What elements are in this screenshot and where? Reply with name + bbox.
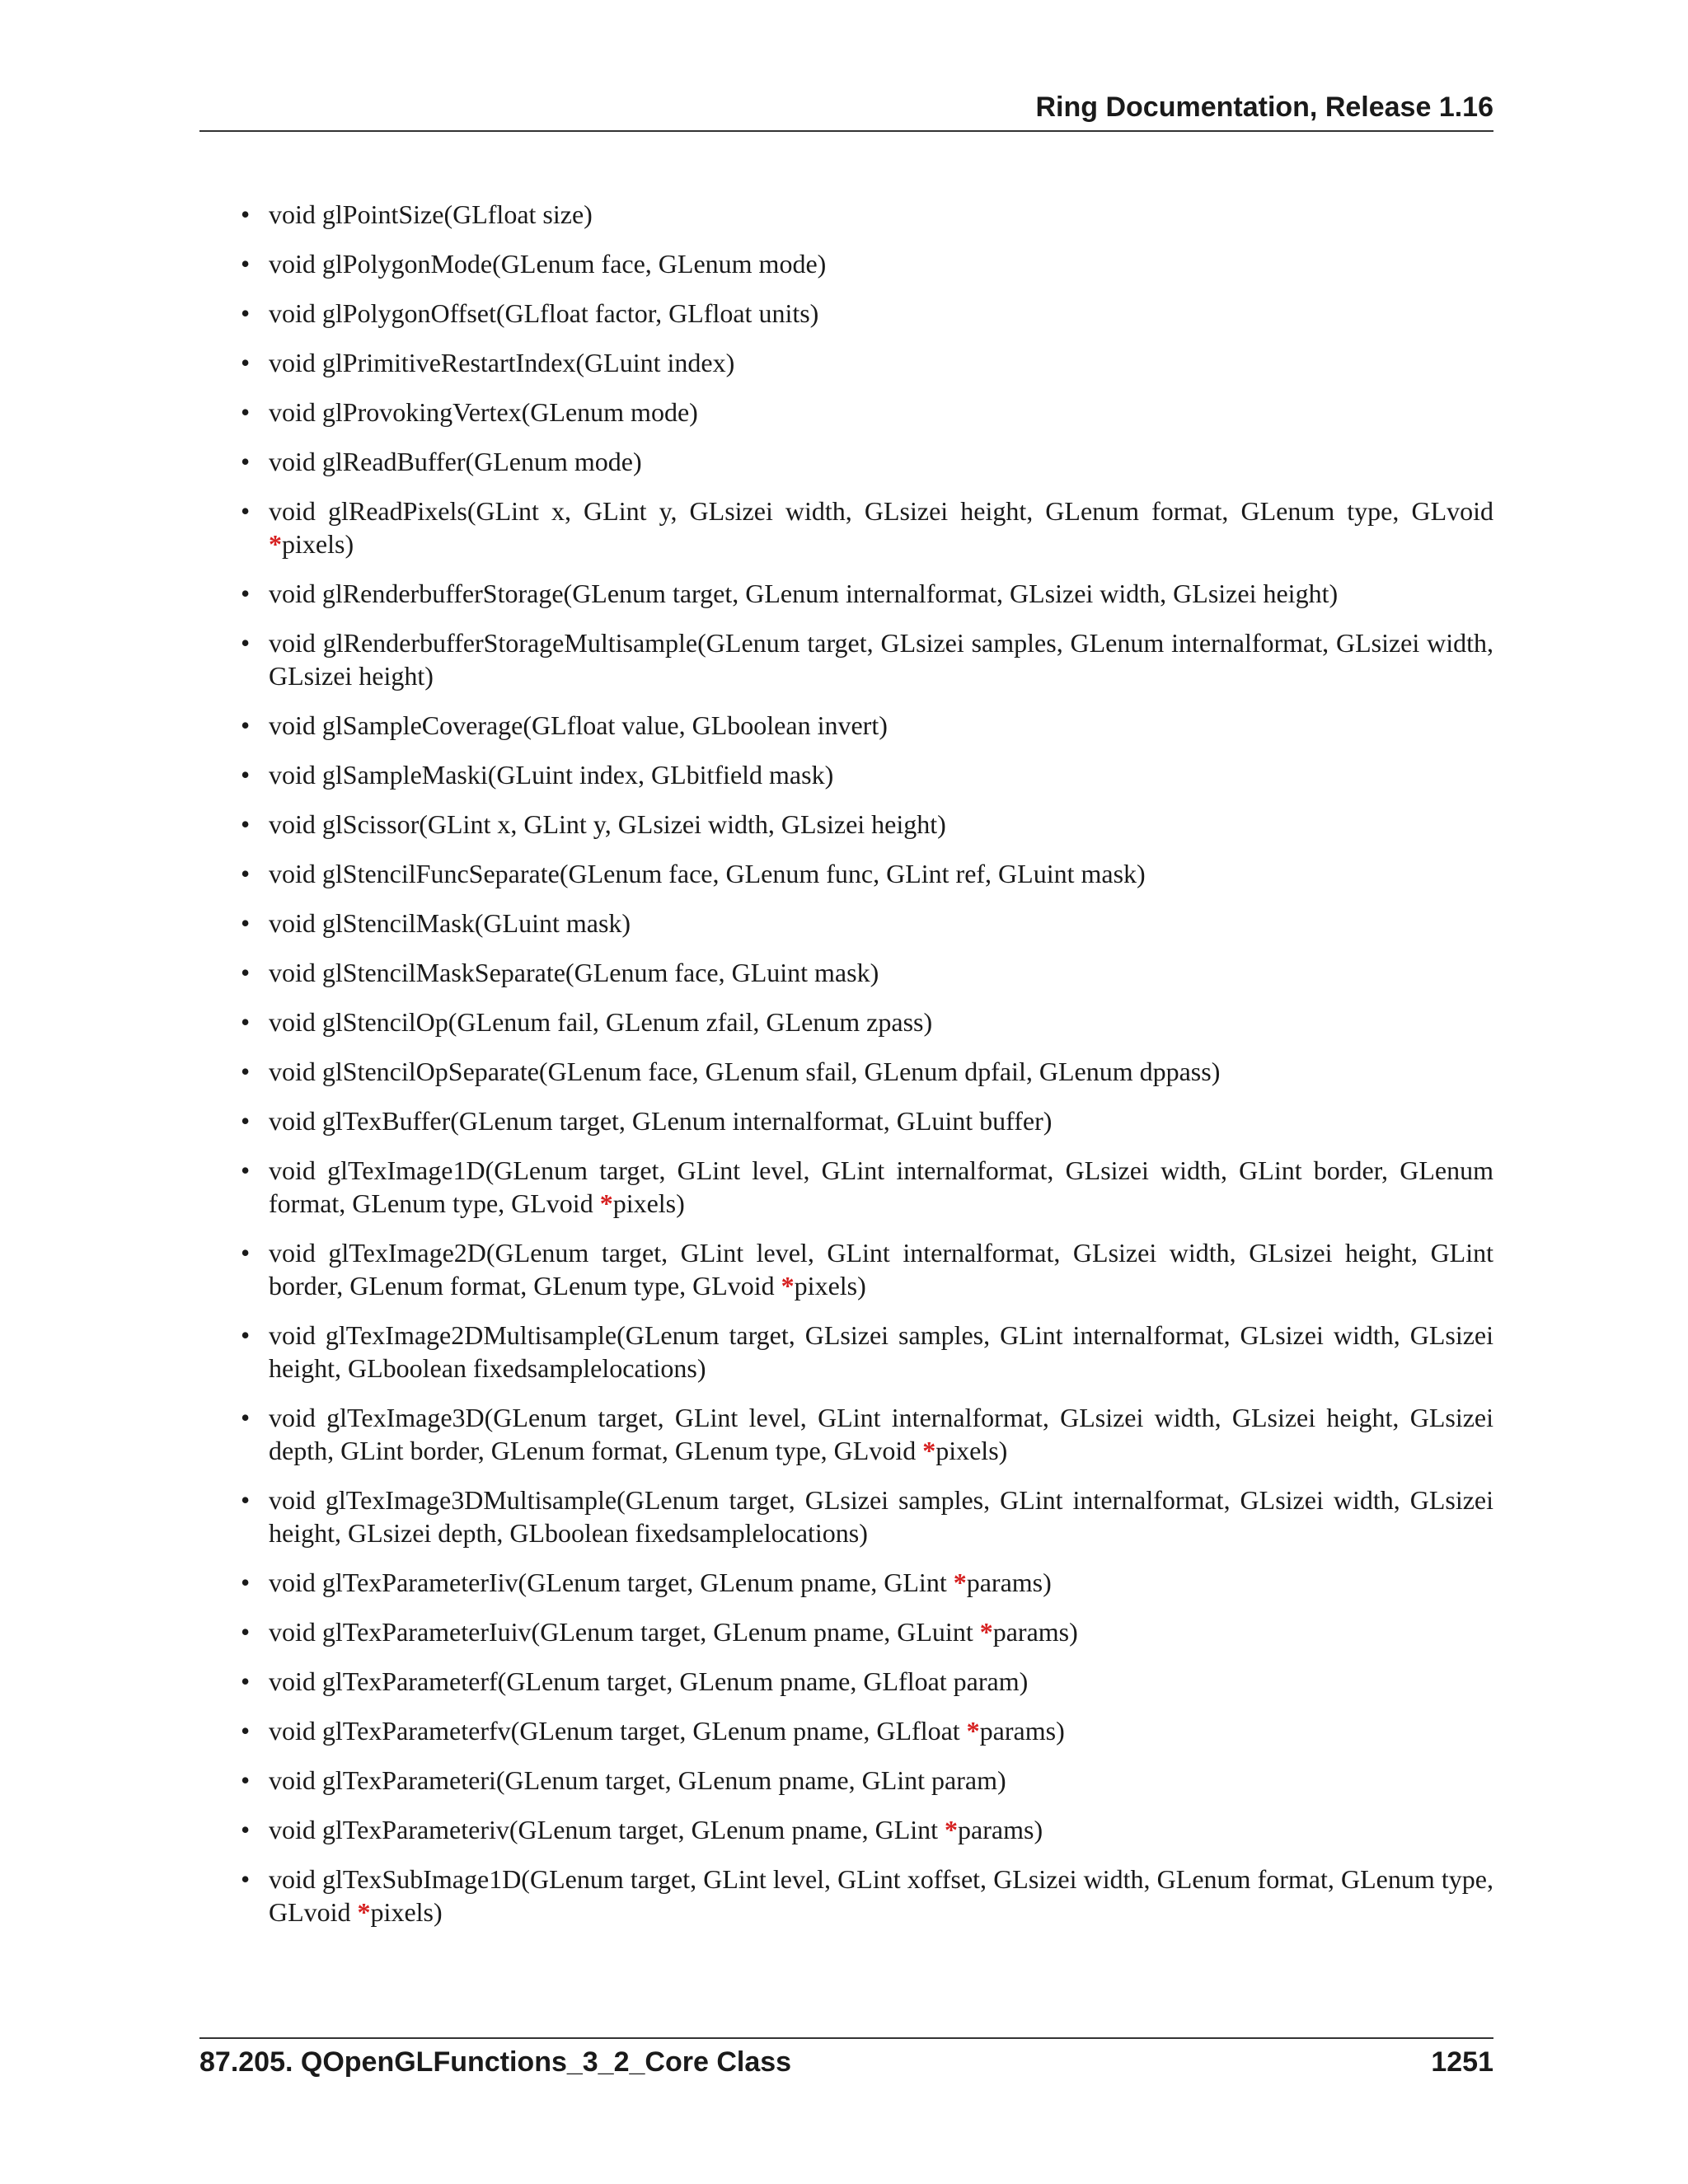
function-signature-text: void glTexParameterIiv(GLenum target, GLenum pname, GLint [269, 1568, 954, 1597]
function-signature-item [199, 1319, 1493, 1385]
bullet-icon: • [241, 1403, 251, 1432]
pointer-asterisk: * [922, 1436, 936, 1465]
page-header [199, 89, 1493, 132]
bullet-icon: • [241, 1106, 251, 1136]
bullet-icon: • [241, 447, 251, 476]
function-signature-text: void glTexImage2DMultisample(GLenum target, GLsizei samples, GLint internalformat, GLsizei width, GLsizei height, GLboolean fixedsamplelocations) [269, 1320, 1493, 1383]
function-signature-item [199, 1863, 1493, 1929]
function-signature-text: void glPointSize(GLfloat size) [269, 199, 593, 229]
pointer-asterisk: * [979, 1617, 993, 1647]
function-signature-item [199, 1005, 1493, 1038]
function-signature-item [199, 1055, 1493, 1088]
function-signature-text: void glTexImage2D(GLenum target, GLint level, GLint internalformat, GLsizei width, GLsizei height, GLint border, GLenum format, GLenum type, GLvoid [269, 1238, 1493, 1301]
function-signature-text: void glTexParameteri(GLenum target, GLenum pname, GLint param) [269, 1765, 1006, 1795]
function-signature-text: void glTexImage3D(GLenum target, GLint level, GLint internalformat, GLsizei width, GLsizei height, GLsizei depth, GLint border, GLenum format, GLenum type, GLvoid [269, 1403, 1493, 1465]
function-signature-text: void glSampleMaski(GLuint index, GLbitfield mask) [269, 760, 834, 790]
pointer-asterisk: * [953, 1568, 967, 1597]
function-signature-text: void glPolygonMode(GLenum face, GLenum mode) [269, 249, 827, 279]
bullet-icon: • [241, 908, 251, 938]
function-signature-text: void glRenderbufferStorage(GLenum target, GLenum internalformat, GLsizei width, GLsizei height) [269, 579, 1339, 608]
document-title: Ring Documentation, Release 1.16 [1035, 91, 1493, 123]
function-signature-text: void glTexImage1D(GLenum target, GLint level, GLint internalformat, GLsizei width, GLint border, GLenum format, GLenum type, GLvoid [269, 1155, 1493, 1218]
bullet-icon: • [241, 1155, 251, 1185]
function-signature-item [199, 626, 1493, 692]
bullet-icon: • [241, 249, 251, 279]
function-signature-text: void glTexBuffer(GLenum target, GLenum internalformat, GLuint buffer) [269, 1106, 1053, 1136]
function-signature-item [199, 1615, 1493, 1648]
bullet-icon: • [241, 1617, 251, 1647]
bullet-icon: • [241, 298, 251, 328]
function-signature-item [199, 198, 1493, 231]
bullet-icon: • [241, 1666, 251, 1696]
function-signature-item [199, 1566, 1493, 1599]
function-signature-text: void glReadPixels(GLint x, GLint y, GLsizei width, GLsizei height, GLenum format, GLenum type, GLvoid [269, 496, 1493, 526]
function-signature-item [199, 857, 1493, 890]
function-signature-item [199, 1764, 1493, 1797]
function-signature-tail: params) [992, 1617, 1078, 1647]
bullet-icon: • [241, 1568, 251, 1597]
function-signature-item [199, 758, 1493, 791]
function-signature-item [199, 808, 1493, 841]
function-list [199, 198, 1493, 1945]
bullet-icon: • [241, 397, 251, 427]
function-signature-tail: pixels) [282, 529, 354, 559]
bullet-icon: • [241, 1815, 251, 1844]
bullet-icon: • [241, 579, 251, 608]
function-signature-text: void glTexParameterIuiv(GLenum target, GLenum pname, GLuint [269, 1617, 980, 1647]
bullet-icon: • [241, 628, 251, 658]
bullet-icon: • [241, 958, 251, 987]
bullet-icon: • [241, 1485, 251, 1515]
bullet-icon: • [241, 859, 251, 888]
function-signature-item [199, 1104, 1493, 1137]
function-signature-text: void glPolygonOffset(GLfloat factor, GLfloat units) [269, 298, 819, 328]
function-signature-item [199, 956, 1493, 989]
bullet-icon: • [241, 710, 251, 740]
function-signature-tail: params) [979, 1716, 1065, 1746]
function-signature-item [199, 445, 1493, 478]
bullet-icon: • [241, 1238, 251, 1268]
function-signature-item [199, 1714, 1493, 1747]
bullet-icon: • [241, 1057, 251, 1086]
function-signature-item [199, 709, 1493, 742]
pointer-asterisk: * [945, 1815, 959, 1844]
function-signature-text: void glTexParameterf(GLenum target, GLenum pname, GLfloat param) [269, 1666, 1029, 1696]
function-signature-item [199, 396, 1493, 429]
function-signature-text: void glStencilFuncSeparate(GLenum face, GLenum func, GLint ref, GLuint mask) [269, 859, 1146, 888]
page-footer [199, 2037, 1493, 2087]
function-signature-item [199, 346, 1493, 379]
function-signature-item [199, 1401, 1493, 1467]
function-signature-text: void glReadBuffer(GLenum mode) [269, 447, 642, 476]
section-title: 87.205. QOpenGLFunctions_3_2_Core Class [199, 2046, 792, 2078]
bullet-icon: • [241, 199, 251, 229]
function-signature-tail: pixels) [794, 1271, 866, 1301]
bullet-icon: • [241, 809, 251, 839]
function-signature-tail: params) [966, 1568, 1052, 1597]
function-signature-tail: params) [958, 1815, 1043, 1844]
function-signature-item [199, 1154, 1493, 1220]
function-signature-tail: pixels) [370, 1897, 443, 1927]
function-signature-text: void glPrimitiveRestartIndex(GLuint index) [269, 348, 735, 377]
function-signature-item [199, 907, 1493, 940]
function-signature-text: void glStencilOpSeparate(GLenum face, GLenum sfail, GLenum dpfail, GLenum dppass) [269, 1057, 1221, 1086]
function-signature-text: void glScissor(GLint x, GLint y, GLsizei width, GLsizei height) [269, 809, 946, 839]
function-signature-text: void glTexParameteriv(GLenum target, GLenum pname, GLint [269, 1815, 945, 1844]
function-signature-tail: pixels) [612, 1188, 685, 1218]
function-signature-text: void glTexSubImage1D(GLenum target, GLint level, GLint xoffset, GLsizei width, GLenum format, GLenum type, GLvoid [269, 1864, 1493, 1927]
function-signature-text: void glSampleCoverage(GLfloat value, GLboolean invert) [269, 710, 888, 740]
function-signature-item [199, 1483, 1493, 1549]
function-signature-text: void glStencilMask(GLuint mask) [269, 908, 631, 938]
bullet-icon: • [241, 1007, 251, 1037]
bullet-icon: • [241, 1320, 251, 1350]
pointer-asterisk: * [269, 529, 282, 559]
function-signature-text: void glStencilOp(GLenum fail, GLenum zfail, GLenum zpass) [269, 1007, 933, 1037]
function-signature-item [199, 297, 1493, 330]
function-signature-item [199, 577, 1493, 610]
bullet-icon: • [241, 496, 251, 526]
function-signature-text: void glStencilMaskSeparate(GLenum face, GLuint mask) [269, 958, 879, 987]
bullet-icon: • [241, 1765, 251, 1795]
function-signature-text: void glTexParameterfv(GLenum target, GLenum pname, GLfloat [269, 1716, 967, 1746]
bullet-icon: • [241, 1716, 251, 1746]
function-signature-text: void glRenderbufferStorageMultisample(GLenum target, GLsizei samples, GLenum internalformat, GLsizei width, GLsizei height) [269, 628, 1493, 691]
function-signature-item [199, 247, 1493, 280]
function-signature-text: void glTexImage3DMultisample(GLenum target, GLsizei samples, GLint internalformat, GLsizei width, GLsizei height, GLsizei depth, GLboolean fixedsamplelocations) [269, 1485, 1493, 1548]
bullet-icon: • [241, 760, 251, 790]
bullet-icon: • [241, 348, 251, 377]
page-number: 1251 [1431, 2046, 1493, 2078]
function-signature-tail: pixels) [935, 1436, 1008, 1465]
function-signature-item [199, 1665, 1493, 1698]
function-signature-item [199, 1813, 1493, 1846]
pointer-asterisk: * [599, 1188, 613, 1218]
pointer-asterisk: * [966, 1716, 980, 1746]
bullet-icon: • [241, 1864, 251, 1894]
function-signature-item [199, 1236, 1493, 1302]
function-signature-item [199, 494, 1493, 560]
pointer-asterisk: * [357, 1897, 371, 1927]
function-signature-text: void glProvokingVertex(GLenum mode) [269, 397, 698, 427]
pointer-asterisk: * [781, 1271, 795, 1301]
